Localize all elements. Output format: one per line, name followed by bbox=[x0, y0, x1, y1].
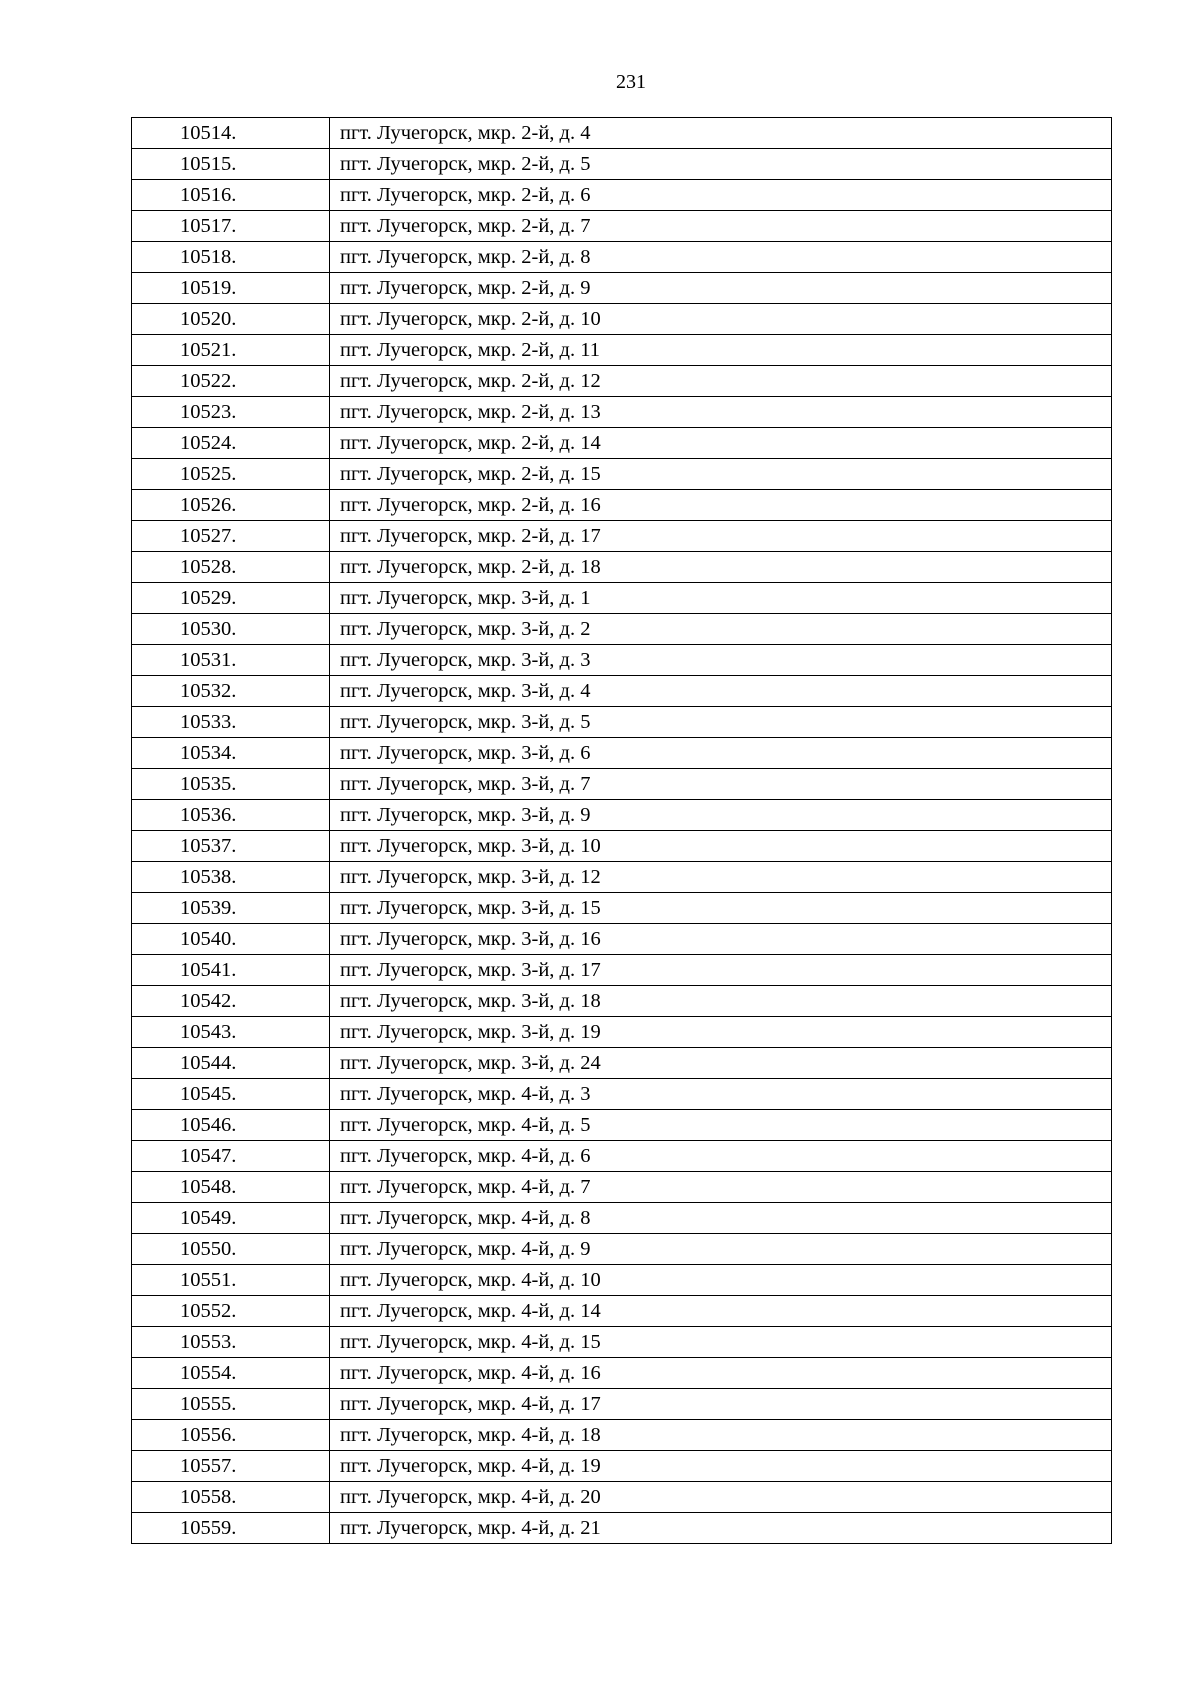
table-row bbox=[132, 149, 1112, 180]
row-number-cell: 10523. bbox=[132, 397, 330, 428]
row-number-cell: 10553. bbox=[132, 1327, 330, 1358]
row-number-cell: 10518. bbox=[132, 242, 330, 273]
row-number-cell: 10544. bbox=[132, 1048, 330, 1079]
row-number-cell: 10558. bbox=[132, 1482, 330, 1513]
address-cell: пгт. Лучегорск, мкр. 4-й, д. 5 bbox=[330, 1110, 1112, 1141]
address-cell: пгт. Лучегорск, мкр. 3-й, д. 15 bbox=[330, 893, 1112, 924]
table-row bbox=[132, 862, 1112, 893]
table-row bbox=[132, 304, 1112, 335]
address-cell: пгт. Лучегорск, мкр. 3-й, д. 10 bbox=[330, 831, 1112, 862]
table-row bbox=[132, 1110, 1112, 1141]
row-number-cell: 10548. bbox=[132, 1172, 330, 1203]
row-number-cell: 10527. bbox=[132, 521, 330, 552]
table-row bbox=[132, 986, 1112, 1017]
address-cell: пгт. Лучегорск, мкр. 4-й, д. 10 bbox=[330, 1265, 1112, 1296]
table-row bbox=[132, 490, 1112, 521]
row-number-cell: 10522. bbox=[132, 366, 330, 397]
table-row bbox=[132, 180, 1112, 211]
address-cell: пгт. Лучегорск, мкр. 4-й, д. 15 bbox=[330, 1327, 1112, 1358]
table-row bbox=[132, 1017, 1112, 1048]
table-row bbox=[132, 1079, 1112, 1110]
table-row bbox=[132, 800, 1112, 831]
row-number-cell: 10545. bbox=[132, 1079, 330, 1110]
table-row bbox=[132, 118, 1112, 149]
address-cell: пгт. Лучегорск, мкр. 4-й, д. 14 bbox=[330, 1296, 1112, 1327]
row-number-cell: 10551. bbox=[132, 1265, 330, 1296]
address-cell: пгт. Лучегорск, мкр. 4-й, д. 6 bbox=[330, 1141, 1112, 1172]
table-row bbox=[132, 583, 1112, 614]
table-row bbox=[132, 1234, 1112, 1265]
page-number: 231 bbox=[616, 71, 646, 93]
address-cell: пгт. Лучегорск, мкр. 3-й, д. 5 bbox=[330, 707, 1112, 738]
row-number-cell: 10559. bbox=[132, 1513, 330, 1544]
address-cell: пгт. Лучегорск, мкр. 3-й, д. 9 bbox=[330, 800, 1112, 831]
address-cell: пгт. Лучегорск, мкр. 2-й, д. 8 bbox=[330, 242, 1112, 273]
address-cell: пгт. Лучегорск, мкр. 2-й, д. 9 bbox=[330, 273, 1112, 304]
row-number-cell: 10537. bbox=[132, 831, 330, 862]
row-number-cell: 10535. bbox=[132, 769, 330, 800]
row-number-cell: 10514. bbox=[132, 118, 330, 149]
table-row bbox=[132, 1327, 1112, 1358]
address-cell: пгт. Лучегорск, мкр. 4-й, д. 18 bbox=[330, 1420, 1112, 1451]
table-row bbox=[132, 1420, 1112, 1451]
row-number-cell: 10521. bbox=[132, 335, 330, 366]
address-cell: пгт. Лучегорск, мкр. 3-й, д. 16 bbox=[330, 924, 1112, 955]
table-row bbox=[132, 893, 1112, 924]
row-number-cell: 10526. bbox=[132, 490, 330, 521]
row-number-cell: 10549. bbox=[132, 1203, 330, 1234]
address-cell: пгт. Лучегорск, мкр. 2-й, д. 4 bbox=[330, 118, 1112, 149]
address-cell: пгт. Лучегорск, мкр. 4-й, д. 8 bbox=[330, 1203, 1112, 1234]
row-number-cell: 10536. bbox=[132, 800, 330, 831]
row-number-cell: 10546. bbox=[132, 1110, 330, 1141]
address-cell: пгт. Лучегорск, мкр. 4-й, д. 16 bbox=[330, 1358, 1112, 1389]
row-number-cell: 10557. bbox=[132, 1451, 330, 1482]
address-cell: пгт. Лучегорск, мкр. 4-й, д. 17 bbox=[330, 1389, 1112, 1420]
table-row bbox=[132, 1141, 1112, 1172]
table-row bbox=[132, 1172, 1112, 1203]
table-row bbox=[132, 1265, 1112, 1296]
row-number-cell: 10516. bbox=[132, 180, 330, 211]
row-number-cell: 10531. bbox=[132, 645, 330, 676]
table-row bbox=[132, 1451, 1112, 1482]
row-number-cell: 10519. bbox=[132, 273, 330, 304]
table-row bbox=[132, 521, 1112, 552]
address-cell: пгт. Лучегорск, мкр. 3-й, д. 3 bbox=[330, 645, 1112, 676]
table-row bbox=[132, 397, 1112, 428]
address-cell: пгт. Лучегорск, мкр. 3-й, д. 12 bbox=[330, 862, 1112, 893]
table-row bbox=[132, 1203, 1112, 1234]
row-number-cell: 10534. bbox=[132, 738, 330, 769]
table-row bbox=[132, 1296, 1112, 1327]
address-cell: пгт. Лучегорск, мкр. 3-й, д. 18 bbox=[330, 986, 1112, 1017]
address-cell: пгт. Лучегорск, мкр. 2-й, д. 13 bbox=[330, 397, 1112, 428]
row-number-cell: 10533. bbox=[132, 707, 330, 738]
row-number-cell: 10541. bbox=[132, 955, 330, 986]
address-cell: пгт. Лучегорск, мкр. 2-й, д. 11 bbox=[330, 335, 1112, 366]
table-row bbox=[132, 366, 1112, 397]
row-number-cell: 10554. bbox=[132, 1358, 330, 1389]
table-row bbox=[132, 707, 1112, 738]
table-row bbox=[132, 273, 1112, 304]
row-number-cell: 10550. bbox=[132, 1234, 330, 1265]
row-number-cell: 10532. bbox=[132, 676, 330, 707]
address-cell: пгт. Лучегорск, мкр. 4-й, д. 7 bbox=[330, 1172, 1112, 1203]
row-number-cell: 10515. bbox=[132, 149, 330, 180]
table-body bbox=[132, 118, 1112, 1544]
row-number-cell: 10525. bbox=[132, 459, 330, 490]
address-cell: пгт. Лучегорск, мкр. 2-й, д. 7 bbox=[330, 211, 1112, 242]
row-number-cell: 10556. bbox=[132, 1420, 330, 1451]
address-cell: пгт. Лучегорск, мкр. 3-й, д. 4 bbox=[330, 676, 1112, 707]
address-cell: пгт. Лучегорск, мкр. 2-й, д. 14 bbox=[330, 428, 1112, 459]
table-row bbox=[132, 1513, 1112, 1544]
address-cell: пгт. Лучегорск, мкр. 2-й, д. 10 bbox=[330, 304, 1112, 335]
table-row bbox=[132, 1358, 1112, 1389]
table-row bbox=[132, 676, 1112, 707]
address-cell: пгт. Лучегорск, мкр. 3-й, д. 1 bbox=[330, 583, 1112, 614]
address-cell: пгт. Лучегорск, мкр. 4-й, д. 20 bbox=[330, 1482, 1112, 1513]
table-row bbox=[132, 769, 1112, 800]
row-number-cell: 10524. bbox=[132, 428, 330, 459]
address-cell: пгт. Лучегорск, мкр. 4-й, д. 3 bbox=[330, 1079, 1112, 1110]
address-cell: пгт. Лучегорск, мкр. 3-й, д. 17 bbox=[330, 955, 1112, 986]
table-row bbox=[132, 645, 1112, 676]
row-number-cell: 10542. bbox=[132, 986, 330, 1017]
row-number-cell: 10517. bbox=[132, 211, 330, 242]
table-row bbox=[132, 211, 1112, 242]
table-row bbox=[132, 738, 1112, 769]
address-cell: пгт. Лучегорск, мкр. 3-й, д. 19 bbox=[330, 1017, 1112, 1048]
address-cell: пгт. Лучегорск, мкр. 4-й, д. 21 bbox=[330, 1513, 1112, 1544]
address-cell: пгт. Лучегорск, мкр. 2-й, д. 12 bbox=[330, 366, 1112, 397]
address-cell: пгт. Лучегорск, мкр. 4-й, д. 19 bbox=[330, 1451, 1112, 1482]
address-table bbox=[131, 117, 1112, 1544]
address-cell: пгт. Лучегорск, мкр. 2-й, д. 17 bbox=[330, 521, 1112, 552]
row-number-cell: 10520. bbox=[132, 304, 330, 335]
row-number-cell: 10547. bbox=[132, 1141, 330, 1172]
row-number-cell: 10530. bbox=[132, 614, 330, 645]
address-cell: пгт. Лучегорск, мкр. 4-й, д. 9 bbox=[330, 1234, 1112, 1265]
table-row bbox=[132, 459, 1112, 490]
address-cell: пгт. Лучегорск, мкр. 2-й, д. 15 bbox=[330, 459, 1112, 490]
address-cell: пгт. Лучегорск, мкр. 2-й, д. 18 bbox=[330, 552, 1112, 583]
table-row bbox=[132, 614, 1112, 645]
table-row bbox=[132, 924, 1112, 955]
row-number-cell: 10528. bbox=[132, 552, 330, 583]
row-number-cell: 10538. bbox=[132, 862, 330, 893]
row-number-cell: 10543. bbox=[132, 1017, 330, 1048]
row-number-cell: 10540. bbox=[132, 924, 330, 955]
row-number-cell: 10555. bbox=[132, 1389, 330, 1420]
table-row bbox=[132, 335, 1112, 366]
table-row bbox=[132, 1389, 1112, 1420]
address-cell: пгт. Лучегорск, мкр. 2-й, д. 6 bbox=[330, 180, 1112, 211]
address-cell: пгт. Лучегорск, мкр. 2-й, д. 16 bbox=[330, 490, 1112, 521]
table-row bbox=[132, 1048, 1112, 1079]
address-cell: пгт. Лучегорск, мкр. 3-й, д. 7 bbox=[330, 769, 1112, 800]
table-row bbox=[132, 428, 1112, 459]
table-row bbox=[132, 242, 1112, 273]
table-row bbox=[132, 831, 1112, 862]
address-cell: пгт. Лучегорск, мкр. 3-й, д. 6 bbox=[330, 738, 1112, 769]
row-number-cell: 10529. bbox=[132, 583, 330, 614]
address-cell: пгт. Лучегорск, мкр. 3-й, д. 2 bbox=[330, 614, 1112, 645]
row-number-cell: 10552. bbox=[132, 1296, 330, 1327]
table-row bbox=[132, 955, 1112, 986]
table-row bbox=[132, 1482, 1112, 1513]
row-number-cell: 10539. bbox=[132, 893, 330, 924]
table-row bbox=[132, 552, 1112, 583]
address-cell: пгт. Лучегорск, мкр. 3-й, д. 24 bbox=[330, 1048, 1112, 1079]
address-cell: пгт. Лучегорск, мкр. 2-й, д. 5 bbox=[330, 149, 1112, 180]
